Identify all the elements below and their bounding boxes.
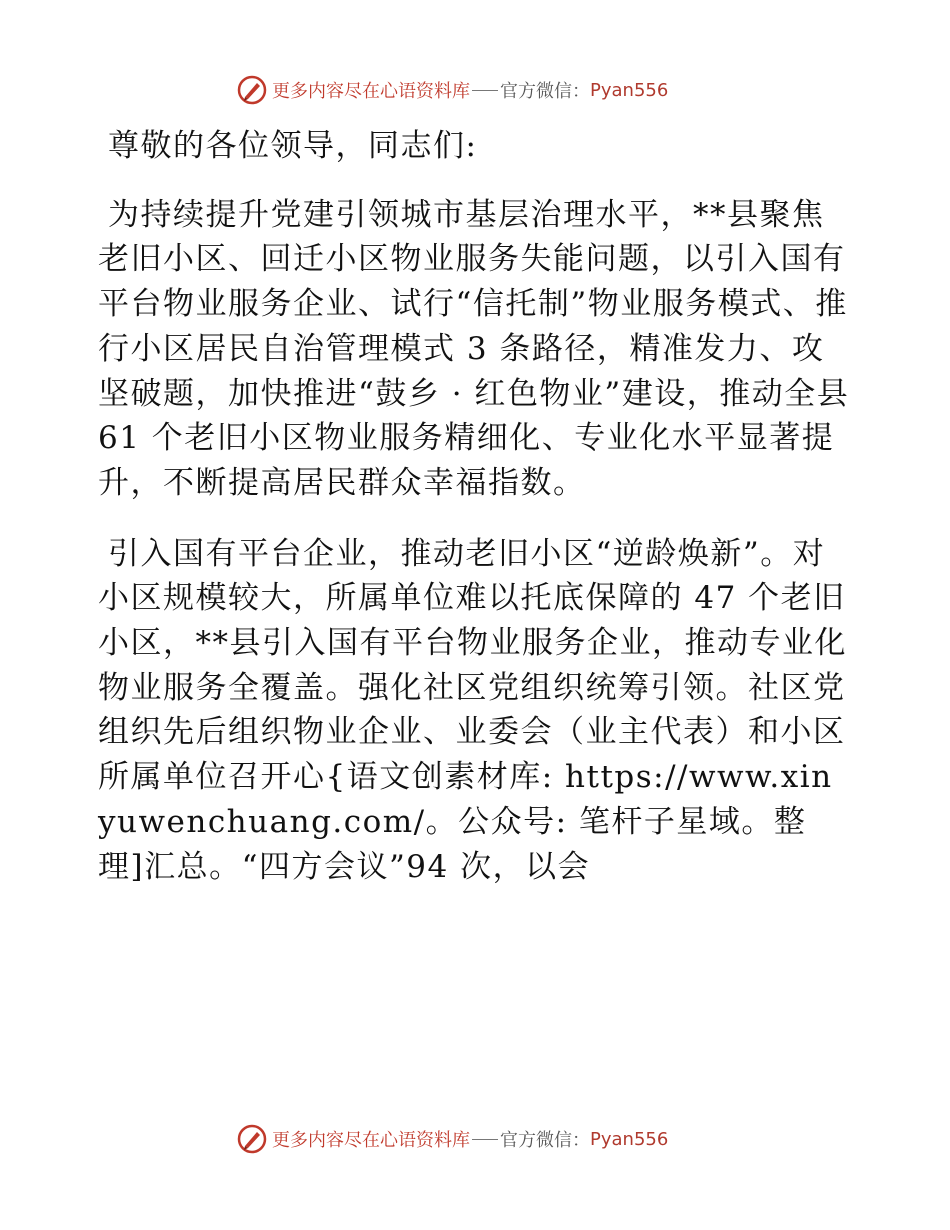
pen-logo-icon xyxy=(236,74,268,106)
footer-watermark-banner xyxy=(236,1122,668,1156)
greeting-line: 尊敬的各位领导，同志们: xyxy=(108,128,478,164)
banner-dash-divider xyxy=(472,90,498,91)
body-paragraph-1: 为持续提升党建引领城市基层治理水平，**县聚焦老旧小区、回迁小区物业服务失能问题，以引入国有平台物业服务企业、试行“信托制”物业服务模式、推行小区居民自治管理模式 3 条路径，精准发力、攻坚破题，加快推进“鼓乡 · 红色物业”建设，推动全县 61 个老旧小区物业服务精细化、专业化水平显著提升，不断提高居民群众幸福指数。 xyxy=(98,196,850,501)
pen-logo-icon xyxy=(236,1123,268,1155)
body-paragraph-2: 引入国有平台企业，推动老旧小区“逆龄焕新”。对小区规模较大，所属单位难以托底保障的 47 个老旧小区，**县引入国有平台物业服务企业，推动专业化物业服务全覆盖。强化社区党组织统筹引领。社区党组织先后组织物业企业、业委会（业主代表）和小区所属单位召开心{语文创素材库: https://www.xinyuwenchuang.com/。公众号: 笔杆子星域。整理]汇总。“四方会议”94 次，以会 xyxy=(98,535,847,885)
banner-wechat-label: 官方微信： xyxy=(500,81,590,102)
banner-dash-divider xyxy=(472,1139,498,1140)
banner-wechat-label: 官方微信： xyxy=(500,1130,590,1151)
banner-wechat-id: Pyan556 xyxy=(590,79,669,101)
banner-main-text: 更多内容尽在心语资料库 xyxy=(272,81,470,102)
banner-main-text: 更多内容尽在心语资料库 xyxy=(272,1130,470,1151)
document-body xyxy=(98,124,850,915)
banner-wechat-id: Pyan556 xyxy=(590,1128,669,1150)
header-watermark-banner xyxy=(236,73,668,107)
